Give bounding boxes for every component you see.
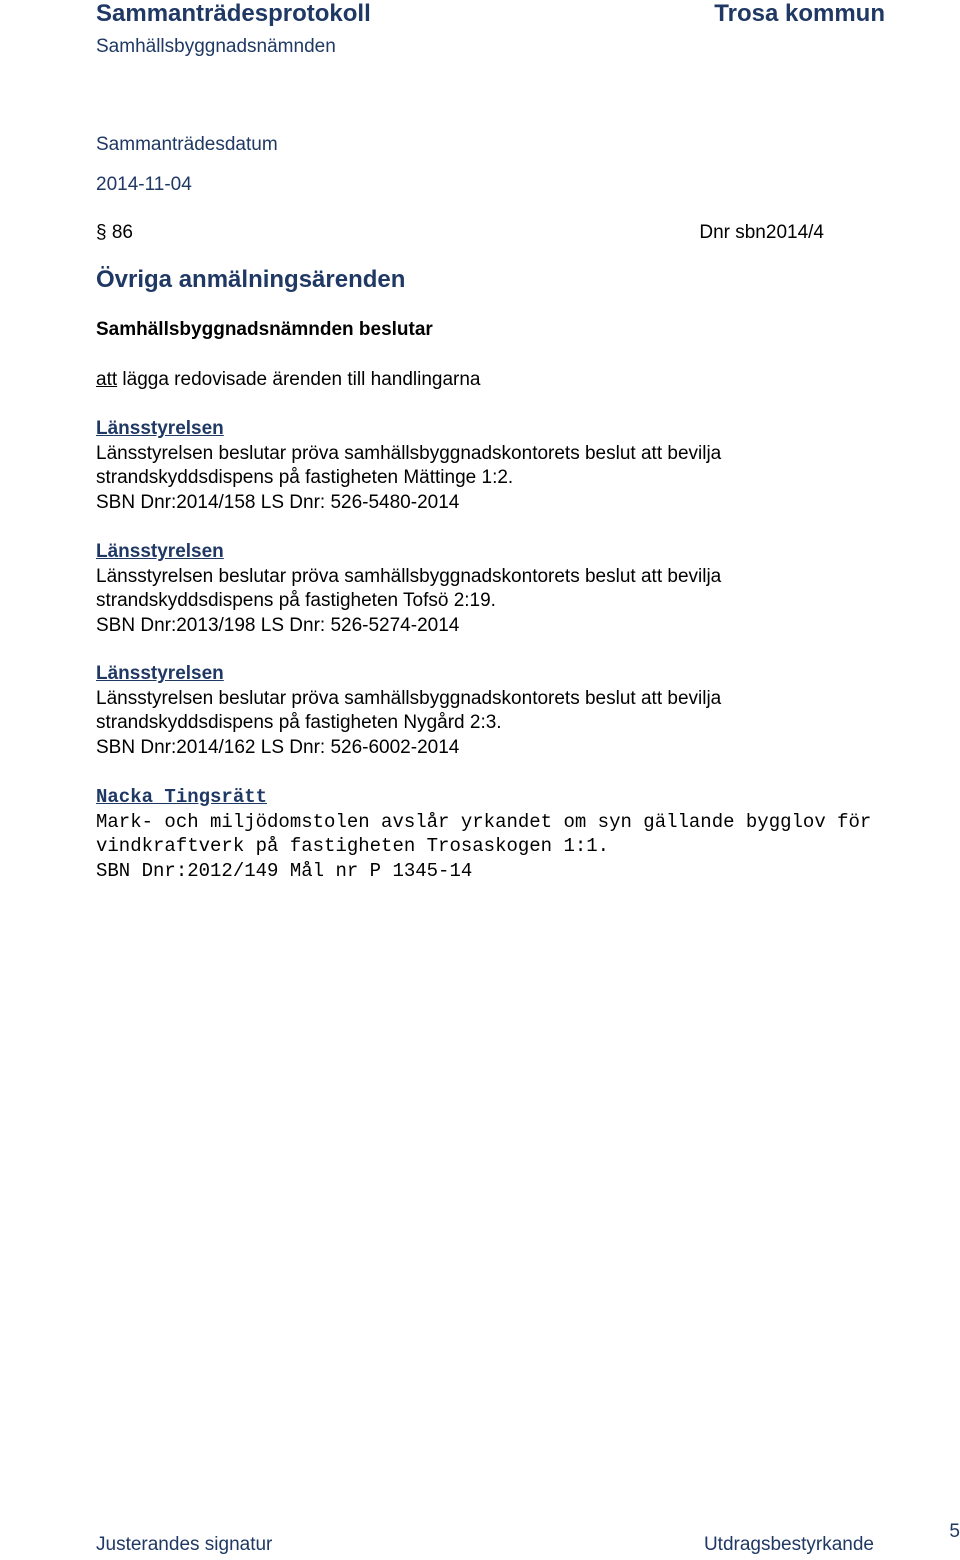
item-line: strandskyddsdispens på fastigheten Tofsö 2:19. — [96, 590, 496, 611]
meeting-date: 2014-11-04 — [96, 174, 192, 195]
certification-label: Utdragsbestyrkande — [703, 1534, 874, 1555]
list-item — [96, 785, 896, 883]
paragraph-symbol: § — [96, 222, 107, 243]
meeting-date-label: Sammanträdesdatum — [96, 134, 278, 155]
item-line: Mark- och miljödomstolen avslår yrkandet om syn gällande bygglov för — [96, 810, 872, 833]
list-item — [96, 662, 896, 760]
item-line: strandskyddsdispens på fastigheten Nygård 2:3. — [96, 712, 502, 733]
item-line: vindkraftverk på fastigheten Trosaskogen 1:1. — [96, 835, 610, 857]
document-title: Sammanträdesprotokoll — [96, 0, 371, 27]
item-line: strandskyddsdispens på fastigheten Mättinge 1:2. — [96, 467, 514, 488]
paragraph-number-value: 86 — [111, 222, 133, 243]
list-item — [96, 540, 896, 638]
item-line: Länsstyrelsen beslutar pröva samhällsbyggnadskontorets beslut att bevilja — [96, 565, 722, 587]
signature-label: Justerandes signatur — [96, 1534, 273, 1555]
paragraph-number — [96, 222, 133, 244]
item-heading: Länsstyrelsen — [96, 663, 224, 684]
board-name: Samhällsbyggnadsnämnden — [96, 36, 336, 57]
item-line: Länsstyrelsen beslutar pröva samhällsbyggnadskontorets beslut att bevilja — [96, 442, 722, 464]
item-heading: Länsstyrelsen — [96, 418, 224, 439]
decision-heading: Samhällsbyggnadsnämnden beslutar — [96, 319, 433, 340]
dnr-number: Dnr sbn2014/4 — [699, 222, 824, 243]
item-heading: Länsstyrelsen — [96, 541, 224, 562]
page-number: 5 — [949, 1521, 960, 1542]
item-reference: SBN Dnr:2014/158 LS Dnr: 526-5480-2014 — [96, 491, 460, 513]
organization-name: Trosa kommun — [714, 0, 885, 27]
decision-body: lägga redovisade ärenden till handlingarna — [117, 369, 481, 390]
item-heading: Nacka Tingsrätt — [96, 786, 268, 808]
item-reference: SBN Dnr:2014/162 LS Dnr: 526-6002-2014 — [96, 736, 460, 758]
item-reference: SBN Dnr:2013/198 LS Dnr: 526-5274-2014 — [96, 614, 460, 636]
item-reference: SBN Dnr:2012/149 Mål nr P 1345-14 — [96, 859, 473, 882]
decision-text — [96, 369, 481, 391]
item-line: Länsstyrelsen beslutar pröva samhällsbyggnadskontorets beslut att bevilja — [96, 687, 722, 709]
section-title: Övriga anmälningsärenden — [96, 266, 406, 293]
list-item — [96, 417, 896, 515]
decision-prefix: att — [96, 369, 118, 390]
